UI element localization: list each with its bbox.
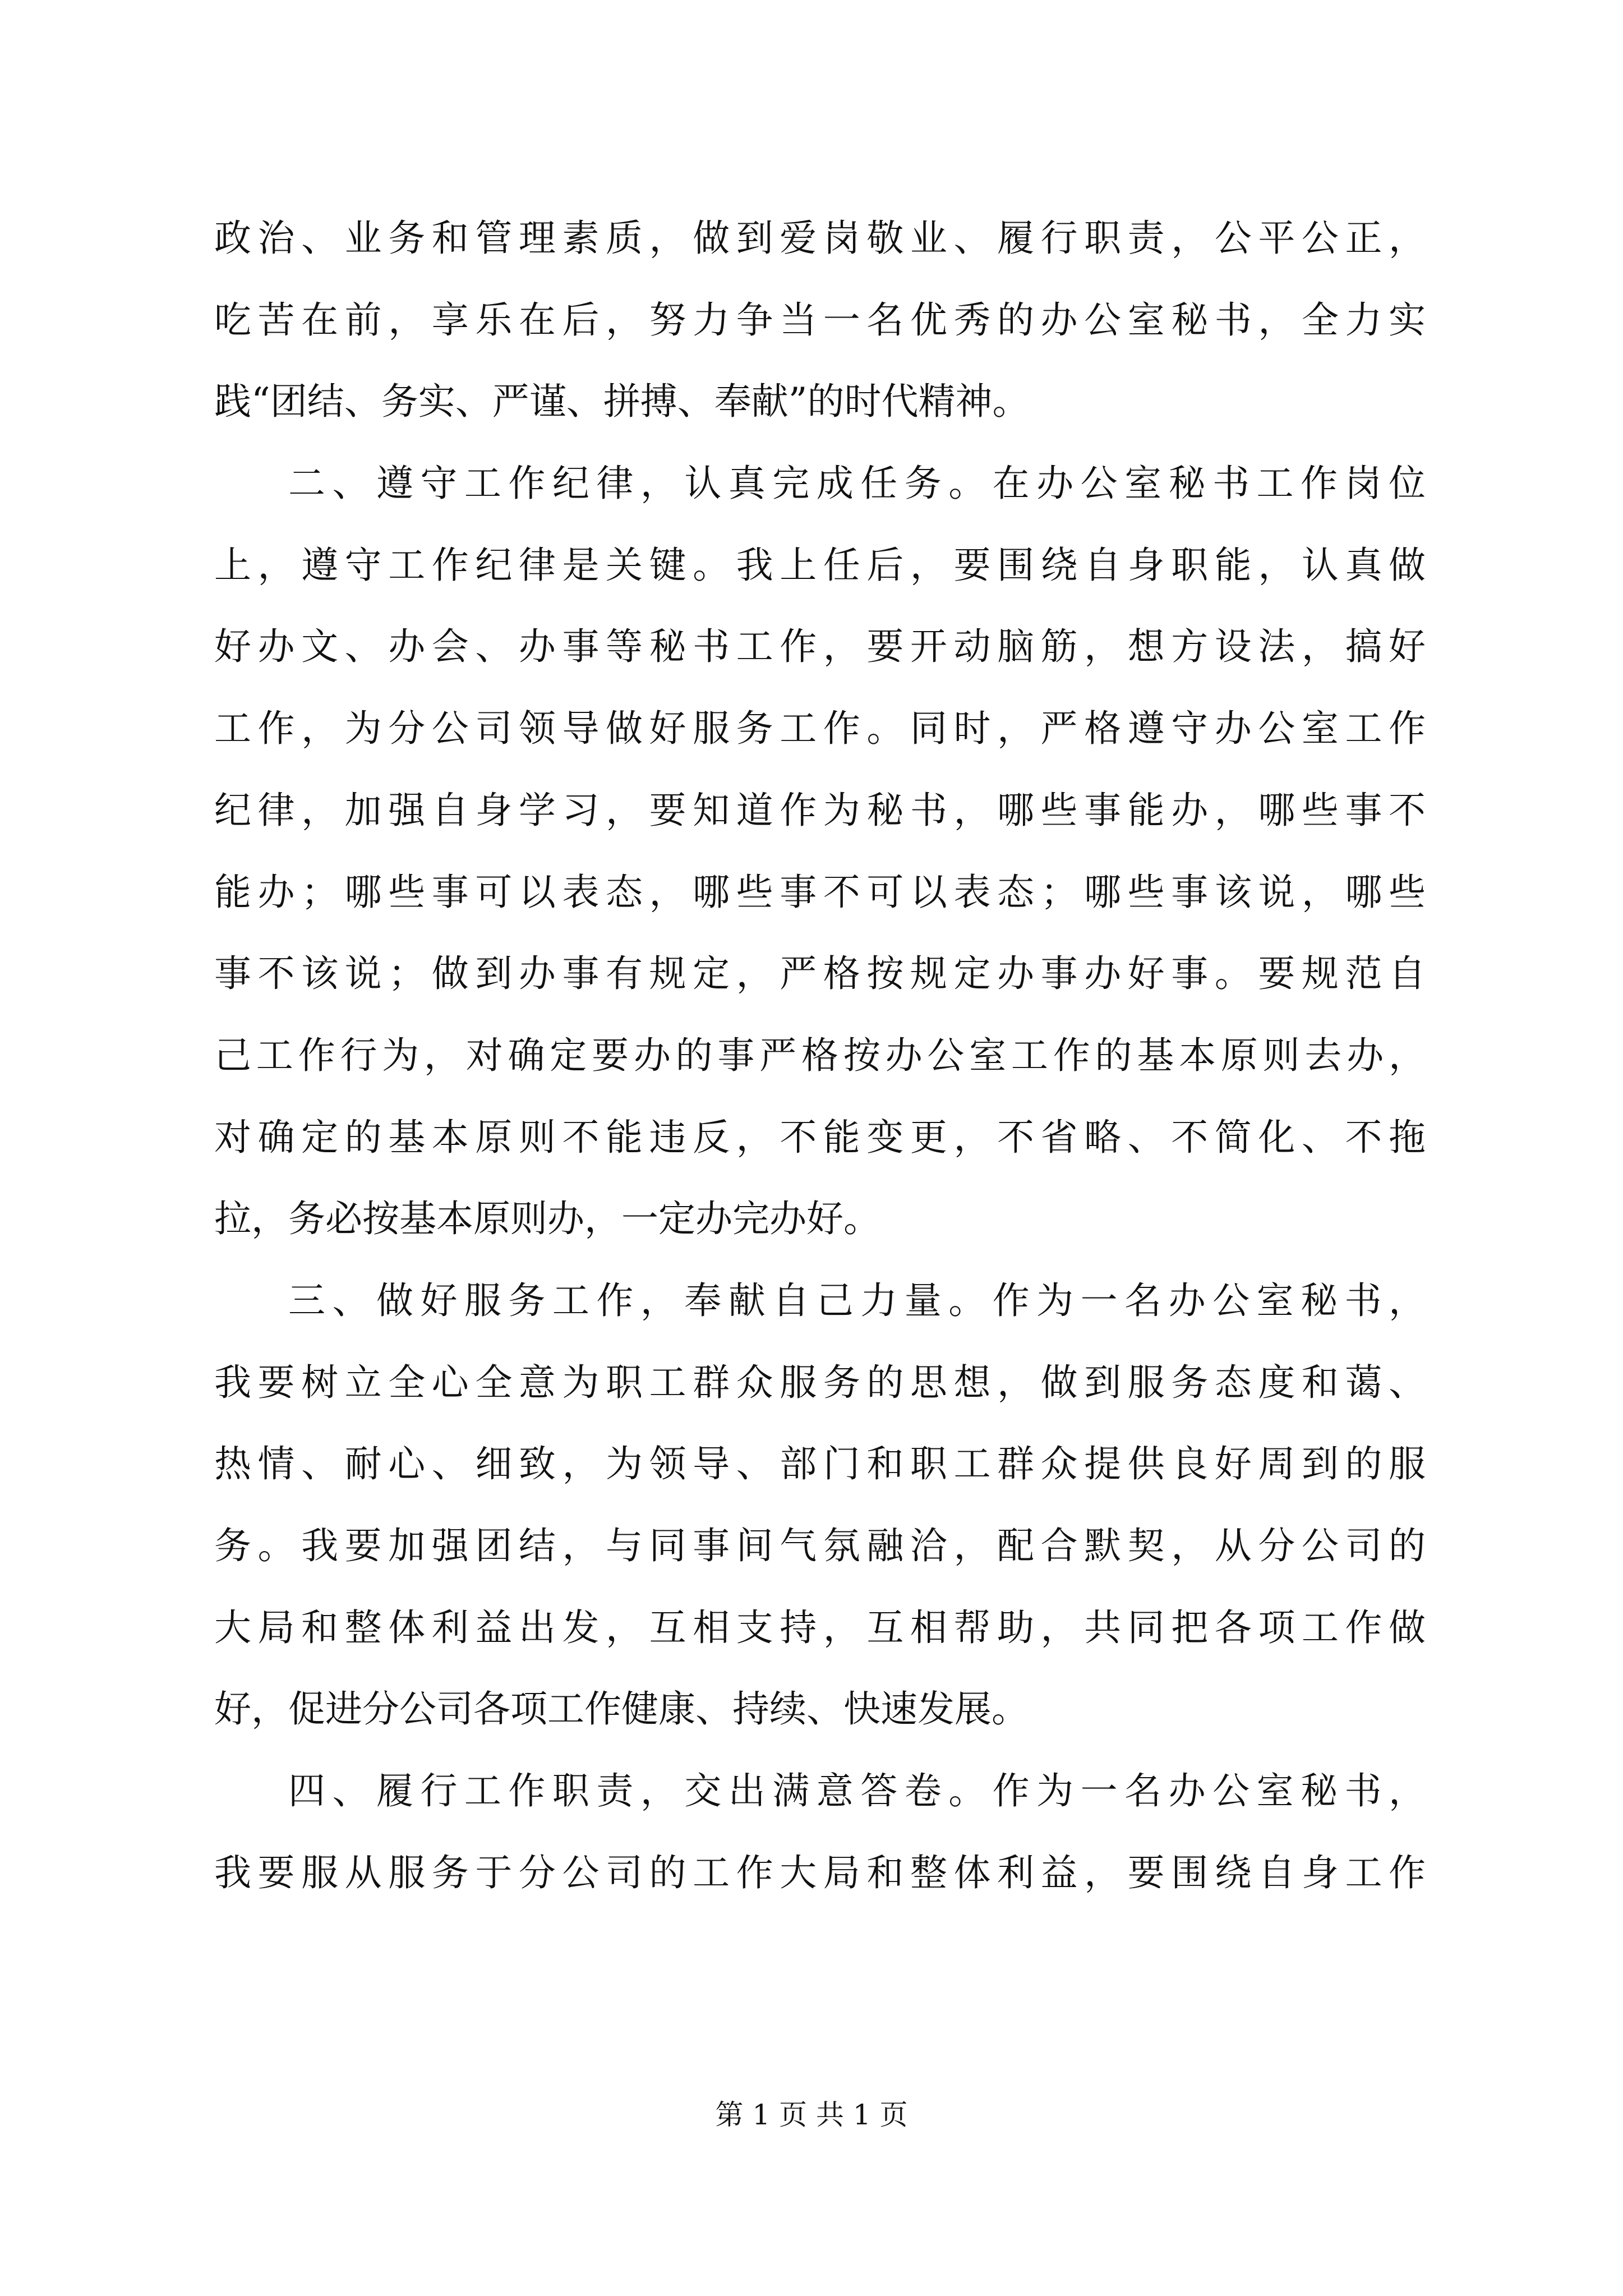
text-line: 工作，为分公司领导做好服务工作。同时，严格遵守办公室工作: [214, 707, 1426, 751]
text-line: 上，遵守工作纪律是关键。我上任后，要围绕自身职能，认真做: [214, 543, 1426, 587]
text-line: 好，促进分公司各项工作健康、持续、快速发展。: [214, 1687, 1029, 1731]
text-line: 热情、耐心、细致，为领导、部门和职工群众提供良好周到的服: [214, 1442, 1426, 1486]
text-line: 我要服从服务于分公司的工作大局和整体利益，要围绕自身工作: [214, 1851, 1426, 1894]
text-line: 能办；哪些事可以表态，哪些事不可以表态；哪些事该说，哪些: [214, 870, 1426, 914]
paragraph-heading-line: 三、做好服务工作，奉献自己力量。作为一名办公室秘书，: [288, 1278, 1426, 1322]
paragraph-heading-line: 二、遵守工作纪律，认真完成任务。在办公室秘书工作岗位: [288, 462, 1426, 505]
text-line: 我要树立全心全意为职工群众服务的思想，做到服务态度和蔼、: [214, 1360, 1426, 1404]
text-line: 践“团结、务实、严谨、拼搏、奉献”的时代精神。: [214, 380, 1030, 424]
paragraph-heading-line: 四、履行工作职责，交出满意答卷。作为一名办公室秘书，: [288, 1769, 1426, 1813]
text-line: 对确定的基本原则不能违反，不能变更，不省略、不简化、不拖: [214, 1115, 1426, 1159]
text-line: 政治、业务和管理素质，做到爱岗敬业、履行职责，公平公正，: [214, 217, 1426, 260]
document-body: [214, 197, 1426, 1913]
text-line: 拉，务必按基本原则办，一定办完办好。: [214, 1197, 880, 1241]
page-number-footer: 第 1 页 共 1 页: [715, 2099, 908, 2131]
text-line: 事不该说；做到办事有规定，严格按规定办事办好事。要规范自: [214, 952, 1426, 996]
text-line: 好办文、办会、办事等秘书工作，要开动脑筋，想方设法，搞好: [214, 625, 1426, 669]
text-line: 大局和整体利益出发，互相支持，互相帮助，共同把各项工作做: [214, 1605, 1426, 1649]
text-line: 己工作行为，对确定要办的事严格按办公室工作的基本原则去办，: [214, 1033, 1426, 1077]
text-line: 务。我要加强团结，与同事间气氛融洽，配合默契，从分公司的: [214, 1524, 1426, 1567]
text-line: 吃苦在前，享乐在后，努力争当一名优秀的办公室秘书，全力实: [214, 298, 1426, 342]
text-line: 纪律，加强自身学习，要知道作为秘书，哪些事能办，哪些事不: [214, 788, 1426, 832]
